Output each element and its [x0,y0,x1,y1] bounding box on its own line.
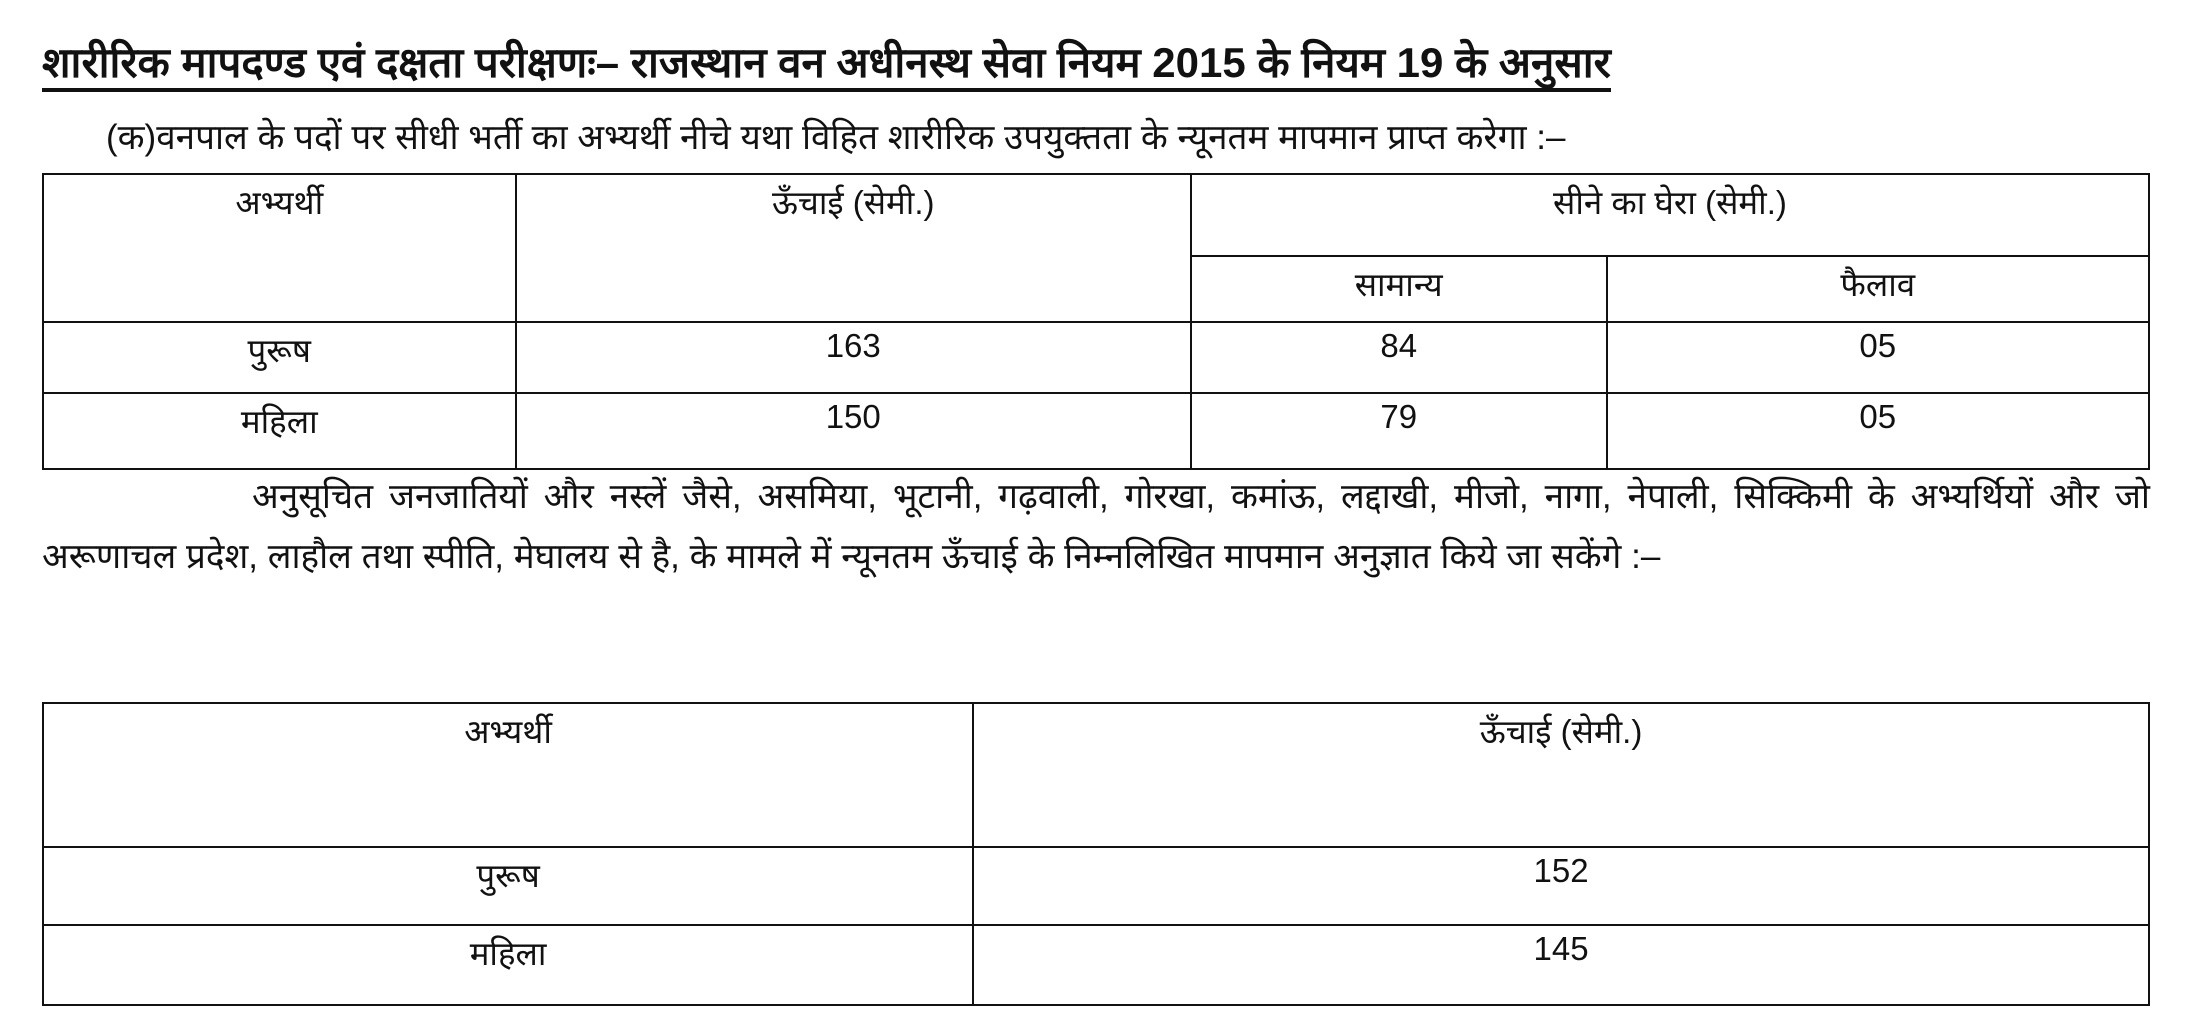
header-candidate: अभ्यर्थी [43,174,516,322]
cell-chest-normal: 84 [1191,322,1607,393]
intro-paragraph: (क)वनपाल के पदों पर सीधी भर्ती का अभ्यर्थी नीचे यथा विहित शारीरिक उपयुक्तता के न्यूनतम मापमान प्राप्त करेगा :– [106,118,1566,157]
cell-chest-expansion: 05 [1607,322,2149,393]
cell-candidate: महिला [43,925,973,1005]
relaxed-height-table [42,702,2150,1006]
note-text: अनुसूचित जनजातियों और नस्लें जैसे, असमिया, भूटानी, गढ़वाली, गोरखा, कमांऊ, लद्दाखी, मीजो, नागा, नेपाली, सिक्किमी के अभ्यर्थियों और जो अरूणाचल प्रदेश, लाहौल तथा स्पीति, मेघालय से है, के मामले में न्यूनतम ऊँचाई के निम्नलिखित मापमान अनुज्ञात किये जा सकेंगे :– [42,477,2150,576]
note-paragraph [42,467,2150,587]
table-row [43,322,2149,393]
cell-height: 150 [516,393,1191,469]
cell-chest-normal: 79 [1191,393,1607,469]
cell-height: 145 [973,925,2149,1005]
cell-height: 152 [973,847,2149,925]
table-row [43,847,2149,925]
cell-candidate: पुरूष [43,322,516,393]
cell-height: 163 [516,322,1191,393]
physical-standards-table [42,173,2150,470]
page-title: शारीरिक मापदण्ड एवं दक्षता परीक्षणः– राजस्थान वन अधीनस्थ सेवा नियम 2015 के नियम 19 के अनुसार [42,40,1611,92]
table-row [43,925,2149,1005]
cell-candidate: पुरूष [43,847,973,925]
header-chest-expansion: फैलाव [1607,256,2149,322]
cell-chest-expansion: 05 [1607,393,2149,469]
cell-candidate: महिला [43,393,516,469]
table-row [43,393,2149,469]
header-chest-normal: सामान्य [1191,256,1607,322]
header-chest: सीने का घेरा (सेमी.) [1191,174,2149,256]
header-height: ऊँचाई (सेमी.) [973,703,2149,847]
header-candidate: अभ्यर्थी [43,703,973,847]
header-height: ऊँचाई (सेमी.) [516,174,1191,322]
